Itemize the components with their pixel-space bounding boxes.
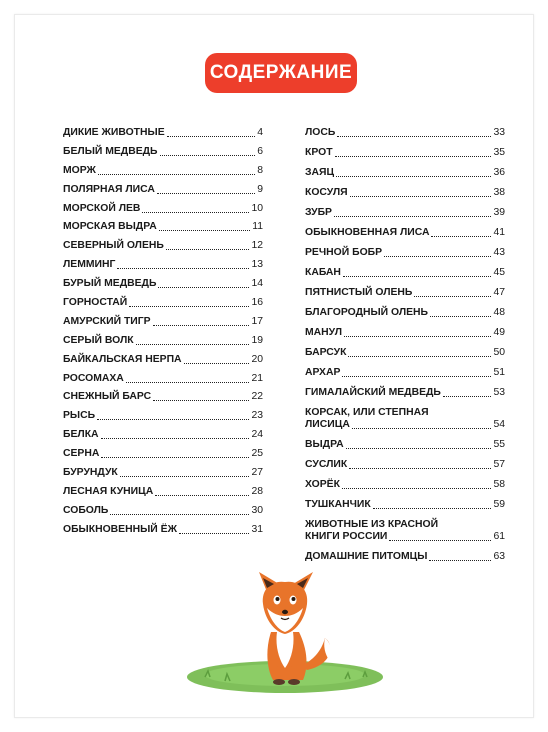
toc-entry-label: СЕРНА xyxy=(63,448,100,460)
toc-page-number: 39 xyxy=(493,207,505,218)
toc-entry-label: АРХАР xyxy=(305,367,341,378)
fox-illustration xyxy=(237,570,337,688)
toc-page-number: 22 xyxy=(251,391,263,403)
toc-entry-label: ОБЫКНОВЕННЫЙ ЁЖ xyxy=(63,523,177,535)
toc-page-number: 27 xyxy=(251,467,263,479)
dot-leader xyxy=(157,193,255,194)
toc-entry[interactable] xyxy=(63,335,263,347)
toc-page-number: 57 xyxy=(493,459,505,470)
toc-entry-label: БУРЫЙ МЕДВЕДЬ xyxy=(63,278,157,290)
toc-entry-label: БУРУНДУК xyxy=(63,467,118,479)
toc-page-number: 17 xyxy=(251,315,263,327)
dot-leader xyxy=(101,457,249,458)
toc-entry-label: ДИКИЕ ЖИВОТНЫЕ xyxy=(63,127,165,138)
toc-left-column xyxy=(63,127,263,543)
toc-entry-label: АМУРСКИЙ ТИГР xyxy=(63,315,151,327)
toc-entry-label: ЛЕСНАЯ КУНИЦА xyxy=(63,485,154,497)
toc-entry-label: КАБАН xyxy=(305,267,341,278)
toc-entry[interactable] xyxy=(63,410,263,422)
dot-leader xyxy=(336,176,491,177)
toc-entry-label: СНЕЖНЫЙ БАРС xyxy=(63,391,152,403)
toc-entry[interactable] xyxy=(305,387,505,399)
toc-entry-label: СОБОЛЬ xyxy=(63,504,109,516)
toc-entry[interactable] xyxy=(63,127,263,139)
toc-entry[interactable] xyxy=(63,297,263,309)
toc-entry-label: КОРСАК, ИЛИ СТЕПНАЯ xyxy=(305,407,429,418)
toc-page-number: 28 xyxy=(251,485,263,497)
toc-page-number: 13 xyxy=(251,259,263,271)
toc-entry-label: БЕЛКА xyxy=(63,429,99,441)
toc-page-number: 49 xyxy=(493,327,505,338)
toc-entry[interactable] xyxy=(63,146,263,158)
toc-page-number: 23 xyxy=(251,410,263,422)
toc-page-number: 51 xyxy=(493,367,505,378)
toc-page-number: 33 xyxy=(493,127,505,138)
toc-entry[interactable] xyxy=(63,429,263,441)
dot-leader xyxy=(335,156,492,157)
toc-right-column xyxy=(305,127,505,571)
toc-entry[interactable] xyxy=(63,486,263,498)
toc-page-number: 14 xyxy=(251,278,263,290)
toc-entry-label-continued: КНИГИ РОССИИ xyxy=(305,531,388,542)
toc-entry[interactable] xyxy=(63,316,263,328)
dot-leader xyxy=(184,363,250,364)
toc-page-number: 4 xyxy=(257,127,263,138)
dot-leader xyxy=(166,249,250,250)
toc-page-number: 19 xyxy=(251,334,263,346)
toc-entry[interactable] xyxy=(305,439,505,451)
dot-leader xyxy=(142,212,249,213)
dot-leader xyxy=(120,476,250,477)
toc-entry-label: СЕРЫЙ ВОЛК xyxy=(63,334,134,346)
dot-leader xyxy=(337,136,491,137)
toc-entry[interactable] xyxy=(305,551,505,563)
dot-leader xyxy=(430,316,491,317)
dot-leader xyxy=(167,136,256,137)
dot-leader xyxy=(350,196,492,197)
toc-entry-label: ЛОСЬ xyxy=(305,127,336,138)
toc-entry[interactable] xyxy=(63,165,263,177)
toc-entry[interactable] xyxy=(63,259,263,271)
dot-leader xyxy=(160,155,256,156)
toc-entry[interactable] xyxy=(63,203,263,215)
book-page xyxy=(14,14,534,718)
toc-entry-label: ДОМАШНИЕ ПИТОМЦЫ xyxy=(305,551,428,562)
toc-entry[interactable] xyxy=(305,327,505,339)
toc-entry-label: ГИМАЛАЙСКИЙ МЕДВЕДЬ xyxy=(305,387,441,398)
dot-leader xyxy=(136,344,250,345)
toc-entry[interactable] xyxy=(305,227,505,239)
toc-page-number: 6 xyxy=(257,145,263,157)
toc-entry-label: МАНУЛ xyxy=(305,327,343,338)
toc-entry-label: ПОЛЯРНАЯ ЛИСА xyxy=(63,183,155,195)
toc-entry[interactable] xyxy=(305,347,505,359)
dot-leader xyxy=(117,268,249,269)
toc-page-number: 24 xyxy=(251,429,263,441)
dot-leader xyxy=(158,287,249,288)
toc-entry-label: МОРСКОЙ ЛЕВ xyxy=(63,202,141,214)
toc-entry[interactable] xyxy=(305,499,505,511)
toc-entry-label: БЕЛЫЙ МЕДВЕДЬ xyxy=(63,145,158,157)
dot-leader xyxy=(384,256,491,257)
toc-page-number: 16 xyxy=(251,297,263,309)
dot-leader xyxy=(346,448,492,449)
toc-page-number: 41 xyxy=(493,227,505,238)
toc-entry[interactable] xyxy=(63,448,263,460)
toc-page-number: 63 xyxy=(493,551,505,562)
toc-entry[interactable] xyxy=(305,207,505,219)
toc-entry[interactable] xyxy=(305,147,505,159)
toc-entry-label: БАРСУК xyxy=(305,347,347,358)
toc-entry[interactable] xyxy=(305,519,505,543)
dot-leader xyxy=(155,495,249,496)
dot-leader xyxy=(98,174,255,175)
toc-entry-label: КРОТ xyxy=(305,147,333,158)
dot-leader xyxy=(159,230,250,231)
dot-leader xyxy=(414,296,491,297)
toc-entry[interactable] xyxy=(63,278,263,290)
toc-entry-label: БЛАГОРОДНЫЙ ОЛЕНЬ xyxy=(305,307,429,318)
toc-entry[interactable] xyxy=(305,267,505,279)
dot-leader xyxy=(342,376,491,377)
toc-entry[interactable] xyxy=(305,367,505,379)
toc-page-number: 48 xyxy=(493,307,505,318)
toc-page-number: 25 xyxy=(251,448,263,460)
dot-leader xyxy=(153,400,249,401)
toc-page-number: 45 xyxy=(493,267,505,278)
dot-leader xyxy=(373,508,492,509)
toc-page-number: 36 xyxy=(493,167,505,178)
toc-page-number: 31 xyxy=(251,523,263,535)
toc-entry-label: ВЫДРА xyxy=(305,439,344,450)
toc-entry-label: ПЯТНИСТЫЙ ОЛЕНЬ xyxy=(305,287,413,298)
dot-leader xyxy=(348,356,491,357)
toc-page-number: 53 xyxy=(493,387,505,398)
dot-leader xyxy=(342,488,491,489)
toc-entry-label: ТУШКАНЧИК xyxy=(305,499,371,510)
toc-entry[interactable] xyxy=(63,240,263,252)
toc-entry[interactable] xyxy=(305,187,505,199)
toc-page-number: 61 xyxy=(493,531,505,542)
toc-entry[interactable] xyxy=(63,354,263,366)
dot-leader xyxy=(429,560,491,561)
toc-page-number: 43 xyxy=(493,247,505,258)
toc-page-number: 30 xyxy=(251,504,263,516)
dot-leader xyxy=(153,325,250,326)
toc-entry-label: РЕЧНОЙ БОБР xyxy=(305,247,383,258)
toc-entry[interactable] xyxy=(305,247,505,259)
toc-entry[interactable] xyxy=(63,505,263,517)
dot-leader xyxy=(110,514,249,515)
toc-page-number: 20 xyxy=(251,353,263,365)
toc-entry-label: ЗАЯЦ xyxy=(305,167,335,178)
dot-leader xyxy=(431,236,491,237)
toc-entry-label: МОРСКАЯ ВЫДРА xyxy=(63,221,157,233)
dot-leader xyxy=(126,382,250,383)
toc-entry-label: БАЙКАЛЬСКАЯ НЕРПА xyxy=(63,353,182,365)
dot-leader xyxy=(352,428,492,429)
toc-page-number: 55 xyxy=(493,439,505,450)
dot-leader xyxy=(443,396,492,397)
toc-entry-label: ОБЫКНОВЕННАЯ ЛИСА xyxy=(305,227,430,238)
toc-page-number: 50 xyxy=(493,347,505,358)
dot-leader xyxy=(349,468,491,469)
toc-page-number: 58 xyxy=(493,479,505,490)
dot-leader xyxy=(344,336,491,337)
page-title-text: СОДЕРЖАНИЕ xyxy=(209,62,353,83)
toc-entry-label: МОРЖ xyxy=(63,164,96,176)
toc-page-number: 11 xyxy=(252,221,263,233)
toc-page-number: 12 xyxy=(251,240,263,252)
toc-entry[interactable] xyxy=(63,373,263,385)
toc-entry-label: ЛЕММИНГ xyxy=(63,259,116,271)
toc-entry[interactable] xyxy=(63,184,263,196)
dot-leader xyxy=(101,438,250,439)
toc-page-number: 8 xyxy=(257,164,263,176)
toc-entry-label: ЖИВОТНЫЕ ИЗ КРАСНОЙ xyxy=(305,519,439,530)
dot-leader xyxy=(129,306,249,307)
dot-leader xyxy=(389,540,491,541)
toc-page-number: 9 xyxy=(257,183,263,195)
toc-page-number: 59 xyxy=(493,499,505,510)
toc-entry[interactable] xyxy=(305,307,505,319)
toc-entry-label: КОСУЛЯ xyxy=(305,187,348,198)
toc-entry-line2 xyxy=(305,531,505,543)
toc-entry[interactable] xyxy=(63,391,263,403)
toc-entry[interactable] xyxy=(305,407,505,431)
toc-entry-label-continued: ЛИСИЦА xyxy=(305,419,350,430)
toc-page-number: 10 xyxy=(251,202,263,214)
toc-entry-label: РЫСЬ xyxy=(63,410,96,422)
toc-entry[interactable] xyxy=(305,287,505,299)
toc-entry[interactable] xyxy=(305,459,505,471)
toc-page-number: 54 xyxy=(493,419,505,430)
toc-entry-label: ГОРНОСТАЙ xyxy=(63,297,128,309)
toc-page-number: 38 xyxy=(493,187,505,198)
toc-entry[interactable] xyxy=(305,167,505,179)
dot-leader xyxy=(179,533,249,534)
toc-page-number: 35 xyxy=(493,147,505,158)
toc-entry[interactable] xyxy=(305,127,505,139)
page-title xyxy=(205,53,357,93)
toc-page-number: 21 xyxy=(251,372,263,384)
dot-leader xyxy=(97,419,249,420)
toc-entry-line2 xyxy=(305,419,505,431)
toc-entry[interactable] xyxy=(305,479,505,491)
toc-entry[interactable] xyxy=(63,524,263,536)
toc-entry-label: СЕВЕРНЫЙ ОЛЕНЬ xyxy=(63,240,164,252)
toc-entry-label: СУСЛИК xyxy=(305,459,348,470)
toc-page-number: 47 xyxy=(493,287,505,298)
dot-leader xyxy=(334,216,491,217)
toc-entry[interactable] xyxy=(63,467,263,479)
toc-entry[interactable] xyxy=(63,221,263,233)
toc-entry-label: ЗУБР xyxy=(305,207,332,218)
toc-entry-label: РОСОМАХА xyxy=(63,372,124,384)
dot-leader xyxy=(343,276,492,277)
toc-entry-label: ХОРЁК xyxy=(305,479,340,490)
